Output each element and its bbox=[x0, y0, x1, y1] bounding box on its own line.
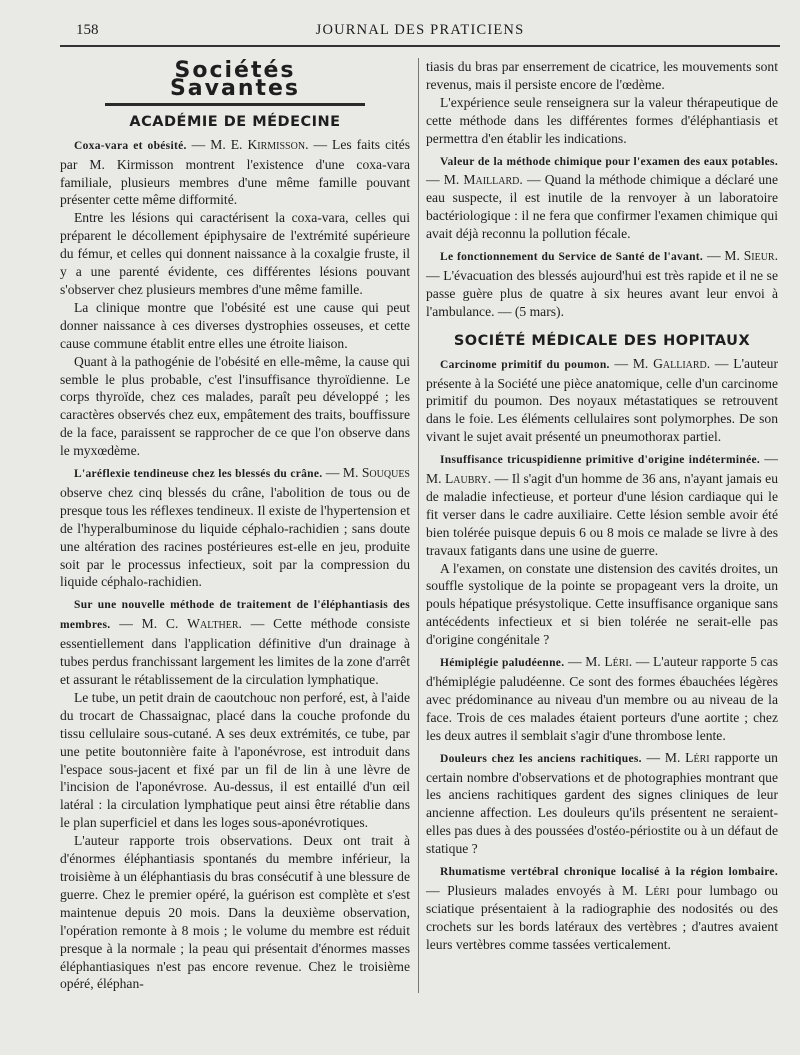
continuation-text: tiasis du bras par enserrement de cicatrice, les mouvements sont revenus, mais il persiste encore de l'œdème. bbox=[426, 59, 778, 92]
article-lead-paragraph bbox=[60, 136, 410, 210]
article-lead-paragraph bbox=[60, 595, 410, 689]
article bbox=[60, 136, 410, 460]
section-heading-hopitaux: SOCIÉTÉ MÉDICALE DES HOPITAUX bbox=[453, 332, 751, 349]
article-lead-paragraph bbox=[60, 464, 410, 591]
article-author: Léri bbox=[604, 654, 629, 670]
journal-title: JOURNAL DES PRATICIENS bbox=[315, 22, 525, 38]
article-text: pour lumbago ou sciatique présentaient à la radiographie des nodosités ou des crochets sur les bords latéraux des vertèbres ; d'autres avaient leurs vertèbres comme tassées verticalement. bbox=[426, 882, 779, 952]
left-column bbox=[60, 58, 410, 993]
article-lead-paragraph bbox=[426, 749, 778, 858]
article-author: E. Kirmisson bbox=[230, 136, 306, 152]
article-separator: — M. bbox=[426, 172, 464, 188]
article-paragraph: Quant à la pathogénie de l'obésité en elle-même, la cause qui semble le plus probable, c'est l'insuffisance thyroïdienne. Le corps thyroïde, chez ces malades, paraît peu développé ; les caractères observés chez eux, empâtement des traits, bouffissure de la face, paraissent se rapprocher de ce que l'on observe dans le myxœdème. bbox=[60, 353, 410, 459]
right-articles-b bbox=[426, 355, 778, 954]
article-author: Sieur bbox=[743, 248, 775, 264]
article-text: . — L'évacuation des blessés aujourd'hui est très rapide et il ne se passe guère plus de quatre à six heures avant leur envoi à l'ambulance. — (5 mars). bbox=[426, 248, 778, 319]
article-lead-paragraph bbox=[426, 247, 778, 321]
article-title: Insuffisance tricuspidienne primitive d'origine indéterminée. bbox=[440, 454, 761, 467]
article-title: Rhumatisme vertébral chronique localisé à la région lombaire. bbox=[440, 866, 778, 879]
article bbox=[426, 862, 778, 954]
continuation-paragraph: L'expérience seule renseignera sur la valeur thérapeutique de cette méthode dans les différentes formes d'éléphantiasis et permettra d'en établir les indications. bbox=[426, 94, 778, 146]
article-paragraph: Le tube, un petit drain de caoutchouc non perforé, est, à l'aide du trocart de Chassaignac, placé dans la couche profonde du tissu cellulaire sous-cutané. A ses deux extrémités, ce tube, par une petite boutonnière faite à l'aponévrose, est introduit dans l'espace sous-jacent et fixé par un fil de lin à une lèvre de l'incision de l'aponévrose. Au-dessus, il est entaillé d'un œil latéral : la circulation lymphatique peut ainsi être rétablie dans le plan superficiel et dans les loges sous-aponévrotiques. bbox=[60, 689, 410, 831]
article-author: Maillard bbox=[463, 172, 520, 188]
right-column bbox=[426, 58, 778, 954]
article bbox=[426, 450, 778, 649]
article-author: Souques bbox=[361, 465, 410, 481]
page-number: 158 bbox=[76, 22, 99, 38]
article-author: Walther bbox=[187, 616, 239, 632]
article-text: . — Quand la méthode chimique a déclaré une eau suspecte, il est inutile de la renvoyer à un laboratoire bactériologique : il ne fera que confirmer l'examen chimique qui avait déjà reconnu la pollution fécale. bbox=[426, 172, 778, 242]
article-separator: — M. bbox=[703, 248, 744, 264]
article bbox=[426, 152, 778, 244]
article-paragraph: Entre les lésions qui caractérisent la coxa-vara, celles qui préparent le décollement épiphysaire de l'extrémité supérieure du fémur, et celles qui donnent naissance à la coxalgie fruste, il y a une parenté évidente, ces différentes lésions pouvant s'observer chez plusieurs membres d'une même famille. bbox=[60, 210, 410, 297]
article-separator: — M. bbox=[426, 451, 779, 487]
article bbox=[60, 595, 410, 993]
article-paragraph: A l'examen, on constate une distension des cavités droites, un souffle systolique de la pointe se propageant vers la droite, un pouls hépatique présystolique. Cette insuffisance organique sans antécédents infectieux et si bien tolérée ne serait-elle pas d'origine congénitale ? bbox=[426, 560, 778, 648]
article bbox=[426, 247, 778, 321]
article-title: Carcinome primitif du poumon. bbox=[440, 358, 610, 371]
article-text: rapporte un certain nombre d'observations et de photographies montrant que les anciens rachitiques gardent des signes cliniques de leur ancienne affection. Les douleurs qu'ils présentent ne seraient-elles pas dues à des poussées d'ostéo-périostite ou à un défaut de statique ? bbox=[426, 749, 778, 857]
article bbox=[426, 653, 778, 745]
article-separator: — M. bbox=[641, 749, 686, 765]
article-author: Galliard bbox=[653, 355, 707, 371]
article-text: . — L'auteur rapporte 5 cas d'hémiplégie paludéenne. Ce sont des formes ébauchées légères avec prédominance au niveau d'un membre ou au niveau de la face. Trois de ces malades étaient porteurs d'une aortite ; chez les deux autres il semblait s'agir d'une thrombose lente. bbox=[426, 654, 778, 743]
article-lead-paragraph bbox=[426, 653, 778, 745]
article bbox=[60, 464, 410, 591]
article-author: Léri bbox=[685, 749, 710, 765]
article-separator: — M. bbox=[186, 136, 231, 152]
article-text: . — Les faits cités par M. Kirmisson montrent l'existence d'une coxa-vara familiale, plusieurs membres d'une même famille pouvant présenter cette même difformité. bbox=[60, 136, 410, 208]
article-separator: — M. bbox=[322, 465, 362, 481]
article bbox=[426, 749, 778, 858]
article-text: . — Il s'agit d'un homme de 36 ans, n'ayant jamais eu de maladie infectieuse, et porteur d'une lésion cardiaque qui le fit verser dans le cadre auxiliaire. Cette lésion semble avoir été bien tolérée puisque depuis 6 ou 8 mois ce malade se livre à des travaux fatigants dans une usine de guerre. bbox=[426, 471, 778, 558]
article-author: Laubry bbox=[444, 471, 488, 487]
column-divider bbox=[418, 58, 419, 993]
article-lead-paragraph bbox=[426, 862, 778, 954]
article-separator: — Plusieurs malades envoyés à M. bbox=[426, 882, 646, 898]
article-separator: — M. C. bbox=[110, 616, 188, 632]
page-header bbox=[60, 22, 780, 44]
article-lead-paragraph bbox=[426, 450, 778, 559]
right-articles-a bbox=[426, 152, 778, 321]
article-title: Hémiplégie paludéenne. bbox=[440, 657, 565, 670]
article-title: Sur une nouvelle méthode de traitement de l'éléphantiasis des membres. bbox=[60, 599, 410, 632]
article-separator: — M. bbox=[609, 355, 654, 371]
article-title: Douleurs chez les anciens rachitiques. bbox=[440, 752, 642, 765]
article-title: Valeur de la méthode chimique pour l'examen des eaux potables. bbox=[440, 155, 778, 168]
article-lead-paragraph bbox=[426, 152, 778, 244]
left-articles bbox=[60, 136, 410, 994]
article-title: Coxa-vara et obésité. bbox=[74, 139, 187, 152]
article-text: . — Cette méthode consiste essentiellement dans l'application définitive d'un drainage à tubes perdus franchissant largement les limites de la zone d'arrêt et assurant le rétablissement de la circulation lymphatique. bbox=[60, 616, 410, 687]
header-rule bbox=[60, 45, 780, 47]
article-separator: — M. bbox=[564, 654, 605, 670]
article bbox=[426, 355, 778, 447]
article-text: . — L'auteur présente à la Société une pièce anatomique, celle d'un carcinome primitif du poumon. Des noyaux métastatiques se retrouvent dans le foie. Les éléments cellulaires sont polymorphes. De son vivant le sujet avait présenté un pneumothorax partiel. bbox=[426, 355, 778, 445]
article-title: L'aréflexie tendineuse chez les blessés du crâne. bbox=[74, 468, 323, 481]
article-paragraph: La clinique montre que l'obésité est une cause qui peut donner naissance à ces diverses dystrophies osseuses, et cette cause commune établit entre elles une étroite liaison. bbox=[60, 299, 410, 351]
article-paragraph: L'auteur rapporte trois observations. Deux ont trait à d'énormes éléphantiasis spontanés du membre inférieur, la troisième à un éléphantiasis du bras consécutif à une blessure de guerre. Chez le premier opéré, la guérison est complète et s'est maintenue depuis 20 mois. Dans la deuxième observation, l'opération remonte à 8 mois ; le volume du membre est réduit presque à la normale ; la peau qui présentait d'énormes masses éléphantiasiques n'est pas encore revenue. Chez le troisième opéré, éléphan- bbox=[60, 833, 410, 992]
section-heading-academie: ACADÉMIE DE MÉDECINE bbox=[129, 113, 341, 130]
article-lead-paragraph bbox=[426, 355, 778, 447]
article-text: observe chez cinq blessés du crâne, l'abolition de tous ou de presque tous les réflexes tendineux. Il existe de l'hypertension et de l'hyperalbuminose du liquide céphalo-rachidien ; sans doute une altération des racines postérieures est-elle en jeu, produite soit par le processus infectieux, soit par la compression du liquide céphalo-rachidien. bbox=[60, 484, 410, 590]
article-title: Le fonctionnement du Service de Santé de l'avant. bbox=[440, 251, 704, 264]
article-author: Léri bbox=[645, 882, 670, 898]
main-title: Sociétés Savantes bbox=[105, 62, 365, 106]
